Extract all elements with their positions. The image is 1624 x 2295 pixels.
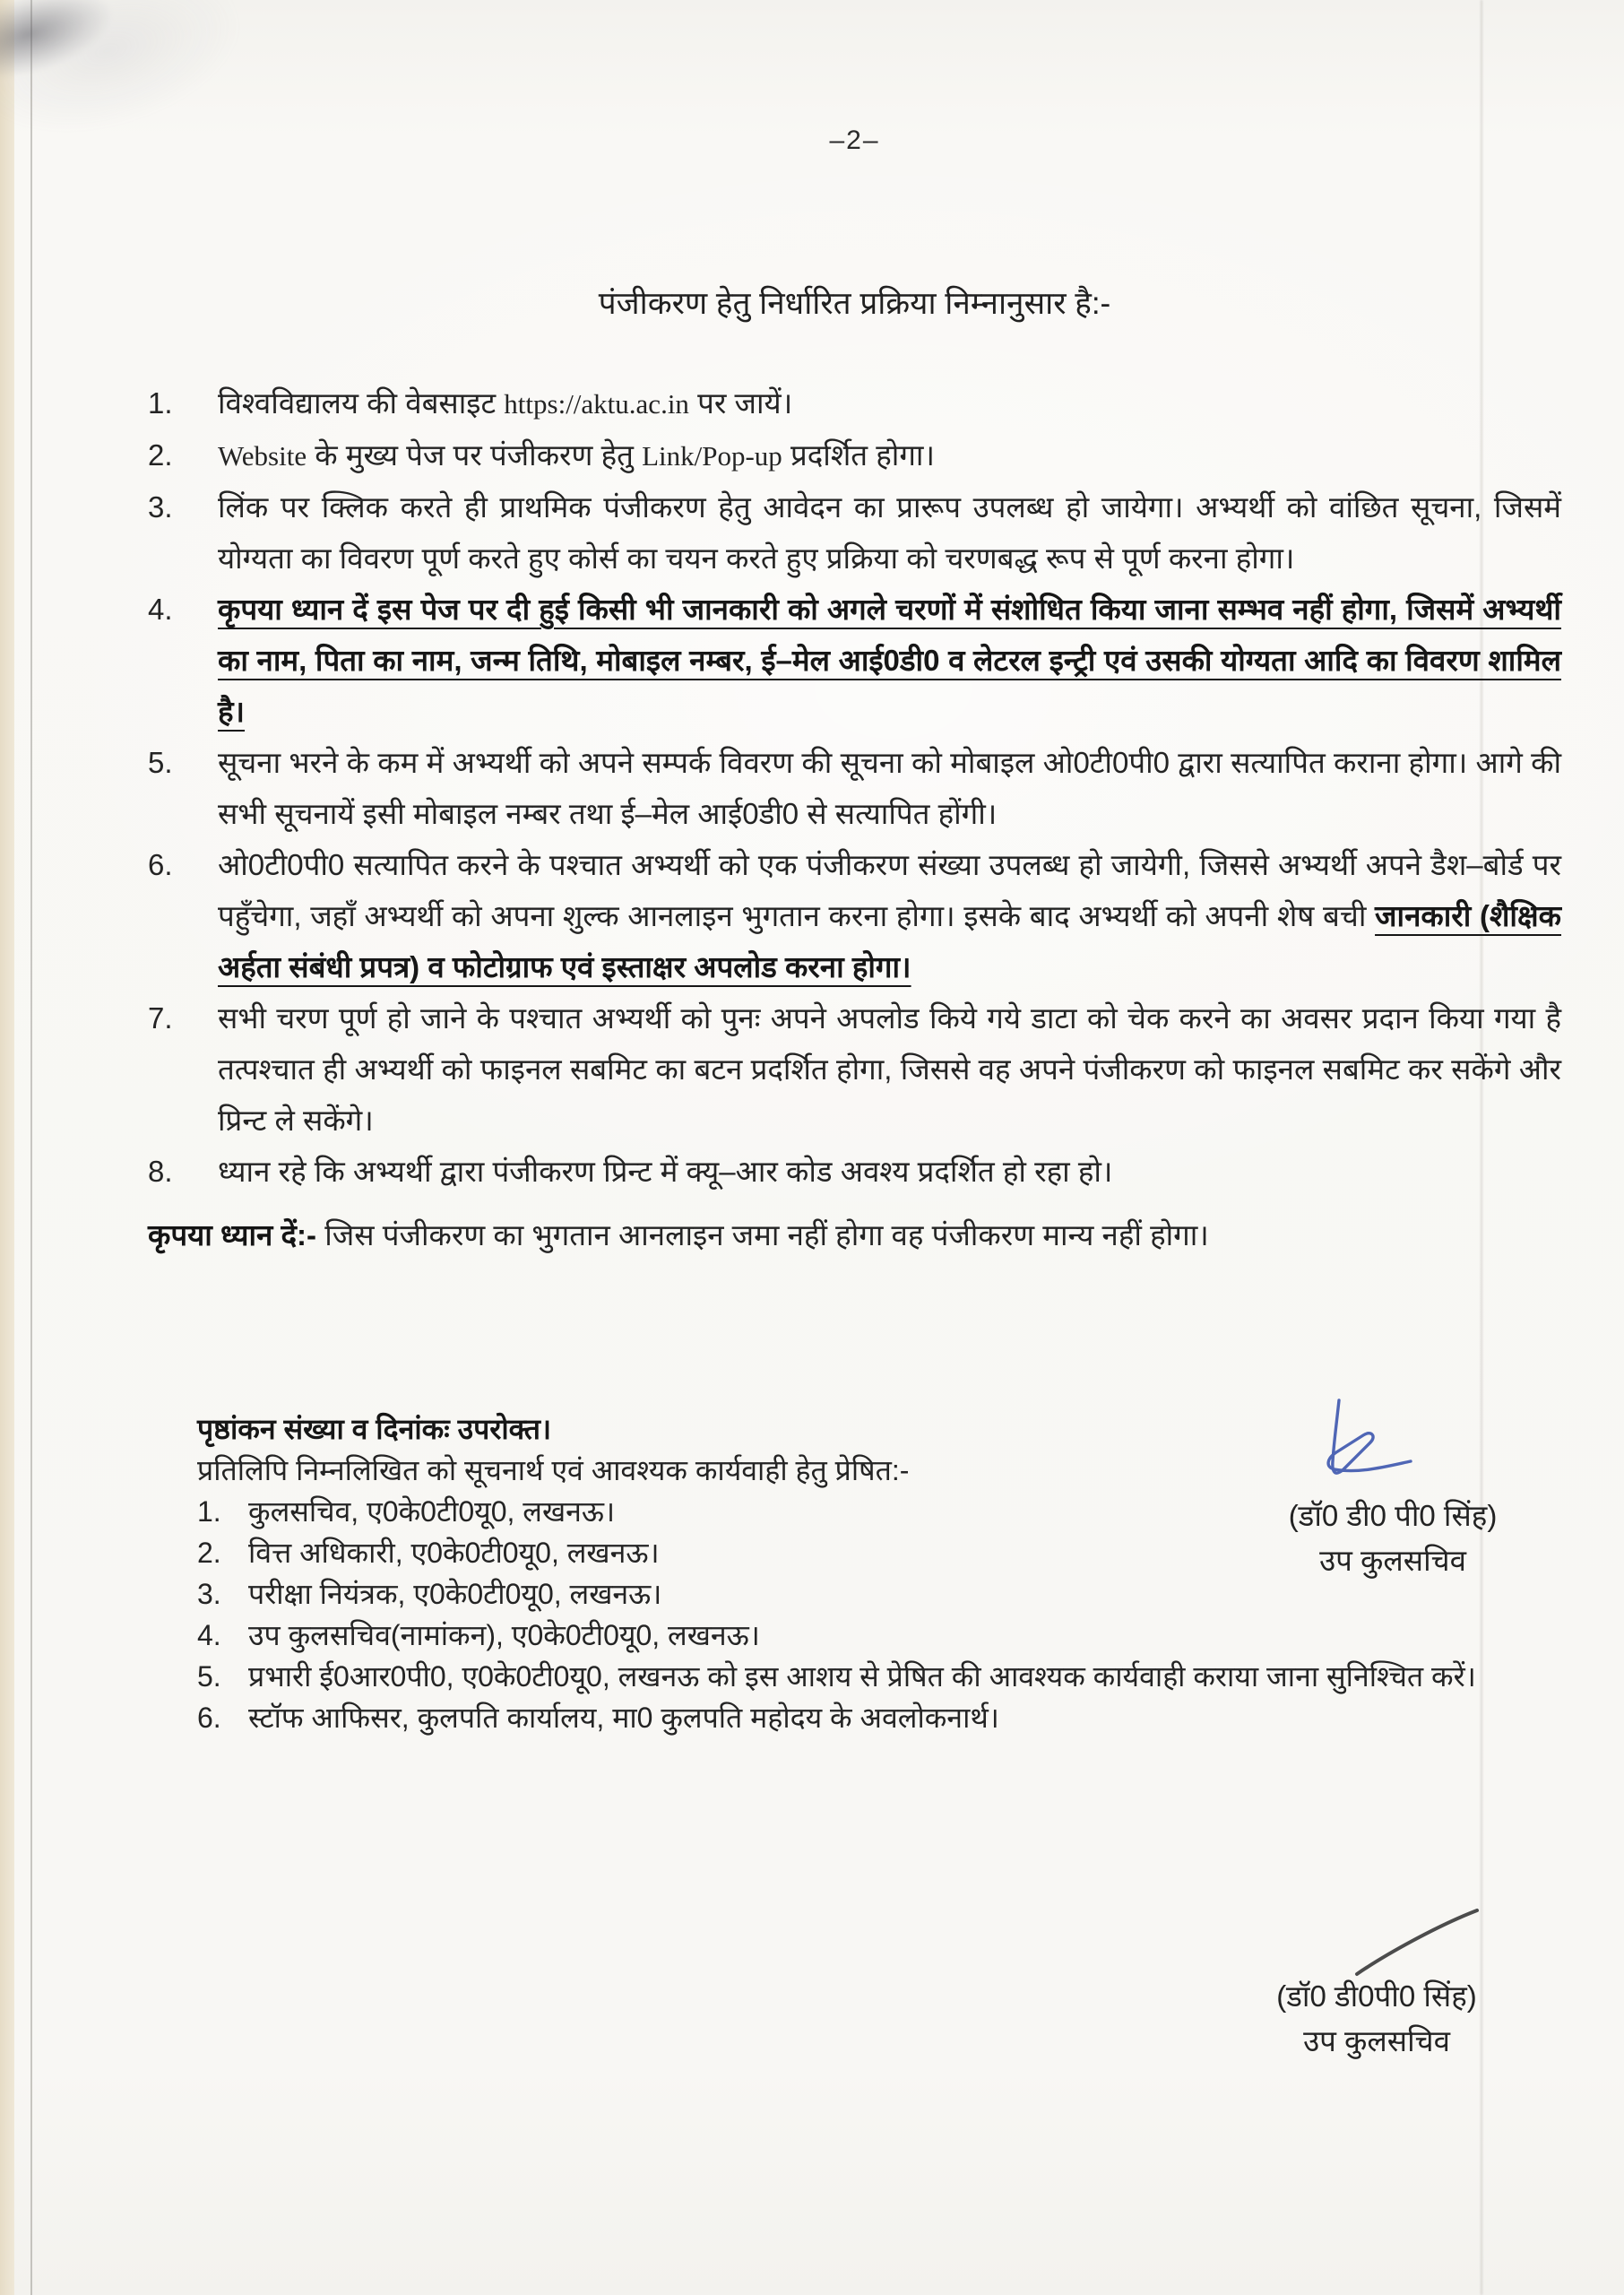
note-line [148, 1209, 1561, 1260]
page-number: –2– [829, 126, 880, 155]
recipient-item [197, 1615, 1561, 1656]
procedure-item-text: सभी चरण पूर्ण हो जाने के पश्चात अभ्यर्थी को पुनः अपने अपलोड किये गये डाटा को चेक करने का अवसर प्रदान किया गया है तत्पश्चात ही अभ्यर्थी को फाइनल सबमिट का बटन प्रदर्शित होगा, जिससे वह अपने पंजीकरण को फाइनल सबमिट कर सकेंगे और प्रिन्ट ले सकेंगे। [218, 1001, 1561, 1137]
recipient-item-number: 3. [197, 1578, 221, 1610]
procedure-item-number: 8. [148, 1155, 173, 1188]
recipient-item-text: वित्त अधिकारी, ए0के0टी0यू0, लखनऊ। [248, 1537, 660, 1569]
procedure-item-text: ध्यान रहे कि अभ्यर्थी द्वारा पंजीकरण प्रिन्ट में क्यू–आर कोड अवश्य प्रदर्शित हो रहा हो। [218, 1155, 1113, 1188]
signatory-name: (डॉ0 डी0पी0 सिंह) [1276, 1979, 1477, 2013]
procedure-item [148, 584, 1561, 737]
page-title: पंजीकरण हेतु निर्धारित प्रक्रिया निम्नानुसार है:- [598, 286, 1111, 321]
procedure-item-number: 4. [148, 593, 173, 626]
signatory-title: उप कुलसचिव [1319, 1544, 1466, 1577]
recipient-item [197, 1697, 1561, 1738]
recipient-item-number: 6. [197, 1702, 221, 1734]
recipient-item-number: 1. [197, 1495, 221, 1528]
recipient-item-text: प्रभारी ई0आर0पी0, ए0के0टी0यू0, लखनऊ को इस आशय से प्रेषित की आवश्यक कार्यवाही कराया जाना सुनिश्चित करें। [248, 1660, 1476, 1693]
note-text: जिस पंजीकरण का भुगतान आनलाइन जमा नहीं होगा वह पंजीकरण मान्य नहीं होगा। [316, 1218, 1209, 1251]
procedure-item [148, 839, 1561, 992]
procedure-item-number: 7. [148, 1001, 173, 1035]
procedure-item [148, 429, 1561, 481]
recipient-item-text: कुलसचिव, ए0के0टी0यू0, लखनऊ। [248, 1495, 616, 1528]
procedure-item-text: विश्वविद्यालय की वेबसाइट [218, 386, 505, 420]
procedure-item-text: Website [218, 440, 307, 472]
recipient-item-number: 4. [197, 1619, 221, 1651]
endorsement-copy-line: प्रतिलिपि निम्नलिखित को सूचनार्थ एवं आवश्यक कार्यवाही हेतु प्रेषित:- [197, 1454, 910, 1486]
procedure-item-text: प्रदर्शित होगा। [782, 438, 935, 472]
procedure-item-number: 1. [148, 386, 173, 420]
procedure-item [148, 737, 1561, 839]
procedure-item [148, 481, 1561, 584]
recipient-item-number: 5. [197, 1660, 221, 1693]
procedure-item [148, 992, 1561, 1146]
procedure-item-number: 3. [148, 490, 173, 524]
procedure-item-text: Link/Pop-up [642, 440, 782, 472]
procedure-item [148, 1146, 1561, 1197]
recipient-item-text: परीक्षा नियंत्रक, ए0के0टी0यू0, लखनऊ। [248, 1578, 662, 1610]
signature-stroke-black [1350, 1908, 1484, 1978]
endorsement-heading: पृष्ठांकन संख्या व दिनांकः उपरोक्त। [197, 1413, 552, 1445]
signature-scribble-blue [1280, 1399, 1432, 1506]
procedure-item-text: लिंक पर क्लिक करते ही प्राथमिक पंजीकरण हेतु आवेदन का प्रारूप उपलब्ध हो जायेगा। अभ्यर्थी को वांछित सूचना, जिसमें योग्यता का विवरण पूर्ण करते हुए कोर्स का चयन करते हुए प्रक्रिया को चरणबद्ध रूप से पूर्ण करना होगा। [218, 490, 1561, 575]
signatory-block-bottom [1215, 1908, 1538, 2064]
procedure-item-text: जानकारी (शैक्षिक अर्हता संबंधी प्रपत्र) व फोटोग्राफ एवं इस्ताक्षर अपलोड करना होगा। [218, 899, 1561, 983]
procedure-item-text: सूचना भरने के कम में अभ्यर्थी को अपने सम्पर्क विवरण की सूचना को मोबाइल ओ0टी0पी0 द्वारा सत्यापित कराना होगा। आगे की सभी सूचनायें इसी मोबाइल नम्बर तथा ई–मेल आई0डी0 से सत्यापित होंगी। [218, 746, 1561, 830]
procedure-item-text: कृपया ध्यान दें इस पेज पर दी हुई किसी भी जानकारी को अगले चरणों में संशोधित किया जाना सम्भव नहीं होगा, जिसमें अभ्यर्थी का नाम, पिता का नाम, जन्म तिथि, मोबाइल नम्बर, ई–मेल आई0डी0 व लेटरल इन्ट्री एवं उसकी योग्यता आदि का विवरण शामिल है। [218, 593, 1561, 728]
recipient-item-text: उप कुलसचिव(नामांकन), ए0के0टी0यू0, लखनऊ। [248, 1619, 760, 1651]
signatory-block-top [1231, 1399, 1554, 1583]
note-label: कृपया ध्यान दें:- [148, 1218, 317, 1251]
signatory-title: उप कुलसचिव [1303, 2024, 1450, 2057]
procedure-item-text: के मुख्य पेज पर पंजीकरण हेतु [307, 438, 643, 472]
procedure-item-text: पर जायें। [688, 386, 793, 420]
procedure-list [148, 377, 1561, 1197]
procedure-item-text: https://aktu.ac.in [504, 388, 689, 420]
recipient-item [197, 1656, 1561, 1697]
procedure-item-text: ओ0टी0पी0 सत्यापित करने के पश्चात अभ्यर्थी को एक पंजीकरण संख्या उपलब्ध हो जायेगी, जिससे अभ्यर्थी अपने डैश–बोर्ड पर पहुँचेगा, जहाँ अभ्यर्थी को अपना शुल्क आनलाइन भुगतान करना होगा। इसके बाद अभ्यर्थी को अपनी शेष बची [218, 848, 1561, 932]
procedure-item-number: 5. [148, 746, 173, 779]
signatory-name: (डॉ0 डी0 पी0 सिंह) [1288, 1499, 1498, 1532]
recipient-item-number: 2. [197, 1537, 221, 1569]
procedure-item [148, 377, 1561, 429]
procedure-item-number: 6. [148, 848, 173, 881]
procedure-item-number: 2. [148, 438, 173, 472]
recipient-item-text: स्टॉफ आफिसर, कुलपति कार्यालय, मा0 कुलपति महोदय के अवलोकनार्थ। [248, 1702, 999, 1734]
